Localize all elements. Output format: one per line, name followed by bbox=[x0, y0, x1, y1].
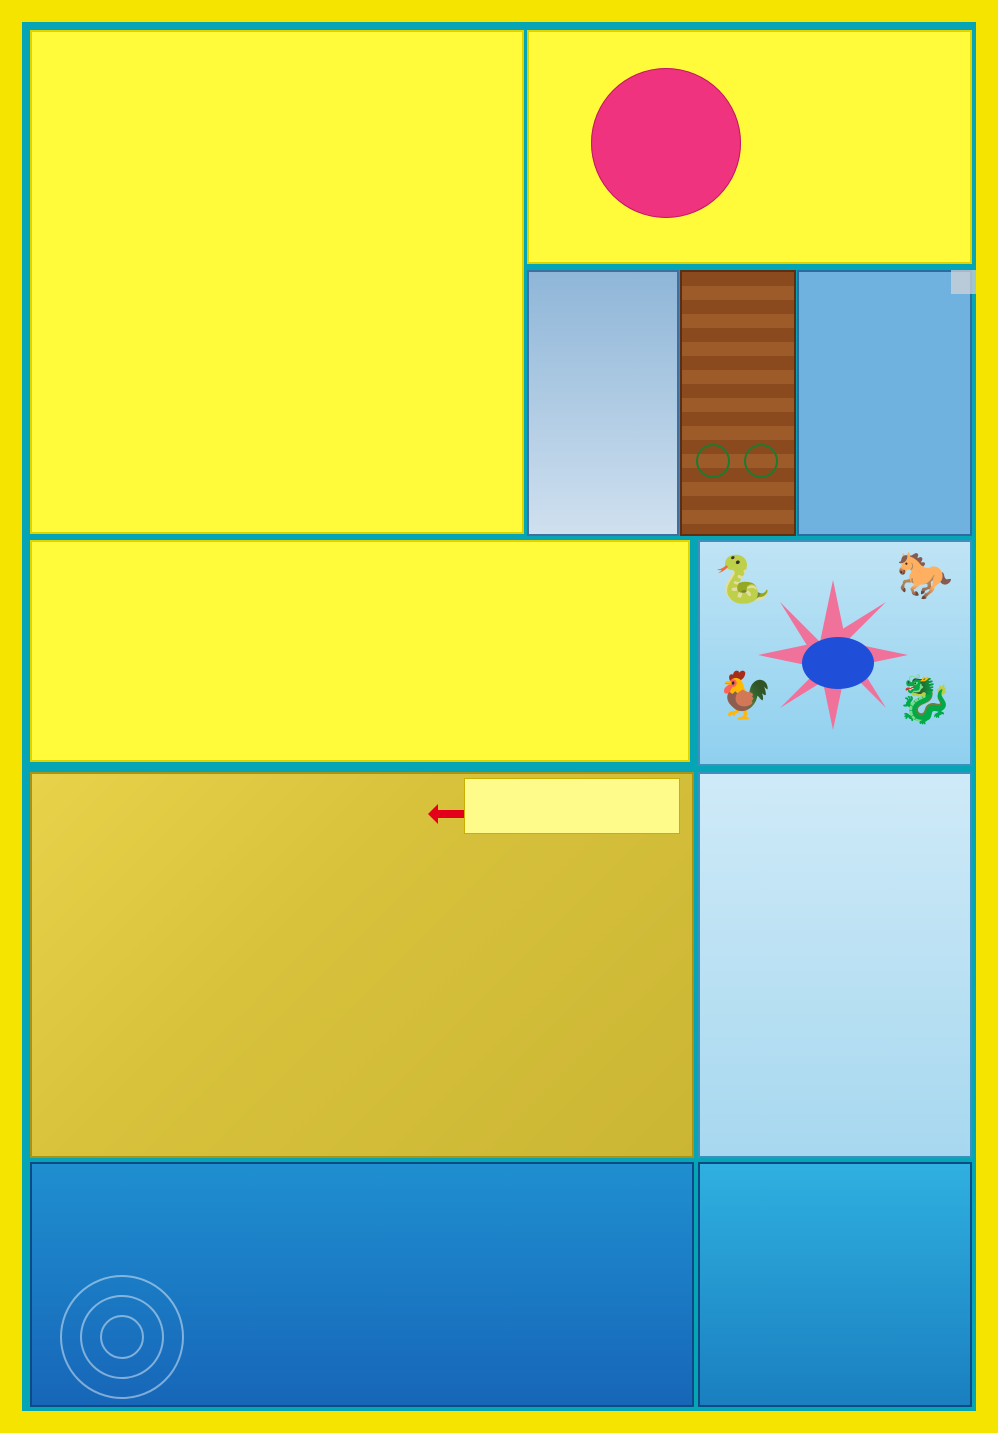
border-right bbox=[976, 0, 998, 1433]
lucky-code-panel bbox=[527, 270, 679, 536]
zodiac-number-grid bbox=[30, 540, 690, 762]
tail-number-panel bbox=[698, 540, 972, 766]
rooster-icon: 🐓 bbox=[716, 668, 774, 722]
special-index-panel bbox=[698, 1162, 972, 1407]
secret-map-panel bbox=[527, 30, 972, 264]
dream-panel bbox=[30, 1162, 694, 1407]
border-top bbox=[0, 0, 998, 22]
lucky-code-grid bbox=[529, 280, 677, 288]
finance-poem-panel bbox=[30, 30, 524, 534]
ring-decor-3 bbox=[100, 1315, 144, 1359]
sheet bbox=[22, 22, 976, 1411]
wood-circle-1 bbox=[696, 444, 730, 478]
wood-circle-2 bbox=[744, 444, 778, 478]
secret-ellipse bbox=[591, 68, 741, 218]
horse-icon: 🐎 bbox=[896, 548, 954, 602]
zodiac-article-panel bbox=[30, 772, 694, 1158]
smudge-mark bbox=[951, 270, 976, 294]
snake-icon: 🐍 bbox=[714, 552, 772, 606]
border-left bbox=[0, 0, 22, 1433]
tail-value-badge bbox=[802, 637, 874, 689]
wood-ad-panel bbox=[680, 270, 796, 536]
border-bottom bbox=[0, 1411, 998, 1433]
joke-panel bbox=[698, 772, 972, 1158]
dragon-icon: 🐉 bbox=[896, 672, 954, 726]
article-callout bbox=[464, 778, 680, 834]
excluded-numbers-panel bbox=[797, 270, 972, 536]
excluded-numbers-grid bbox=[799, 279, 970, 283]
